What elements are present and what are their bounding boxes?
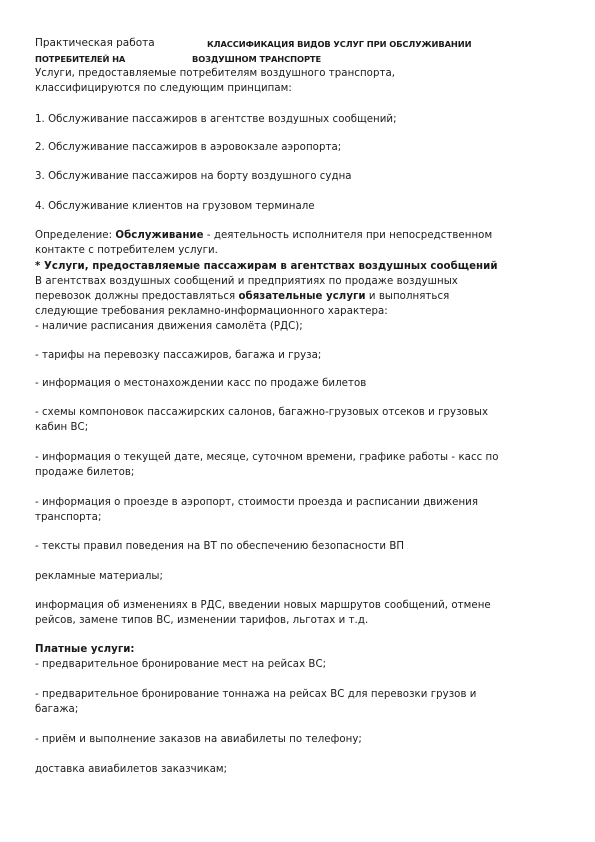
list-item: рекламные материалы; xyxy=(35,571,163,582)
practical-work-label: Практическая работа xyxy=(35,37,155,49)
list-item: - информация о проезде в аэропорт, стоимости проезда и расписании движения xyxy=(35,497,479,508)
intro-line: Услуги, предоставляемые потребителям воздушного транспорта, xyxy=(35,68,396,79)
document-title-line2-right: ВОЗДУШНОМ ТРАНСПОРТЕ xyxy=(192,54,322,64)
list-item: продаже билетов; xyxy=(35,467,135,478)
paragraph-line: следующие требования рекламно-информационного характера: xyxy=(35,306,388,317)
principle-item: 2. Обслуживание пассажиров в аэровокзале аэропорта; xyxy=(35,142,342,153)
list-item: доставка авиабилетов заказчикам; xyxy=(35,764,228,775)
list-item: - информация о текущей дате, месяце, суточном времени, графике работы - касс по xyxy=(35,452,499,463)
section-heading: * Услуги, предоставляемые пассажирам в агентствах воздушных сообщений xyxy=(35,261,498,272)
principle-item: 4. Обслуживание клиентов на грузовом терминале xyxy=(35,201,315,212)
list-item: - предварительное бронирование тоннажа на рейсах ВС для перевозки грузов и xyxy=(35,689,477,700)
definition-line: контакте с потребителем услуги. xyxy=(35,245,218,256)
list-item: информация об изменениях в РДС, введении новых маршрутов сообщений, отмене xyxy=(35,600,491,611)
definition-rest: - деятельность исполнителя при непосредственном xyxy=(203,230,493,241)
list-item: - тексты правил поведения на ВТ по обеспечению безопасности ВП xyxy=(35,541,405,552)
principle-item: 3. Обслуживание пассажиров на борту воздушного судна xyxy=(35,171,352,182)
definition-term: Обслуживание xyxy=(115,230,204,241)
list-item: кабин ВС; xyxy=(35,422,89,433)
list-item: - приём и выполнение заказов на авиабилеты по телефону; xyxy=(35,734,362,745)
list-item: - информация о местонахождении касс по продаже билетов xyxy=(35,378,367,389)
paragraph-text: перевозок должны предоставляться xyxy=(35,291,239,302)
mandatory-services-term: обязательные услуги xyxy=(238,291,366,302)
paid-services-heading: Платные услуги: xyxy=(35,644,135,655)
definition-prefix: Определение: xyxy=(35,230,116,241)
list-item: рейсов, замене типов ВС, изменении тарифов, льготах и т.д. xyxy=(35,615,369,626)
intro-line: классифицируются по следующим принципам: xyxy=(35,83,292,94)
definition-line xyxy=(35,229,492,243)
paragraph-line xyxy=(35,290,449,304)
list-item: багажа; xyxy=(35,704,79,715)
principle-item: 1. Обслуживание пассажиров в агентстве воздушных сообщений; xyxy=(35,114,397,125)
list-item: транспорта; xyxy=(35,512,102,523)
list-item: - предварительное бронирование мест на рейсах ВС; xyxy=(35,659,327,670)
paragraph-line: В агентствах воздушных сообщений и предприятиях по продаже воздушных xyxy=(35,276,458,287)
document-title-line1: КЛАССИФИКАЦИЯ ВИДОВ УСЛУГ ПРИ ОБСЛУЖИВАНИИ xyxy=(207,39,472,49)
list-item: - тарифы на перевозку пассажиров, багажа и груза; xyxy=(35,350,322,361)
document-title-line2-left: ПОТРЕБИТЕЛЕЙ НА xyxy=(35,54,126,64)
paragraph-text: и выполняться xyxy=(365,291,450,302)
list-item: - наличие расписания движения самолёта (РДС); xyxy=(35,321,303,332)
list-item: - схемы компоновок пассажирских салонов, багажно-грузовых отсеков и грузовых xyxy=(35,407,489,418)
